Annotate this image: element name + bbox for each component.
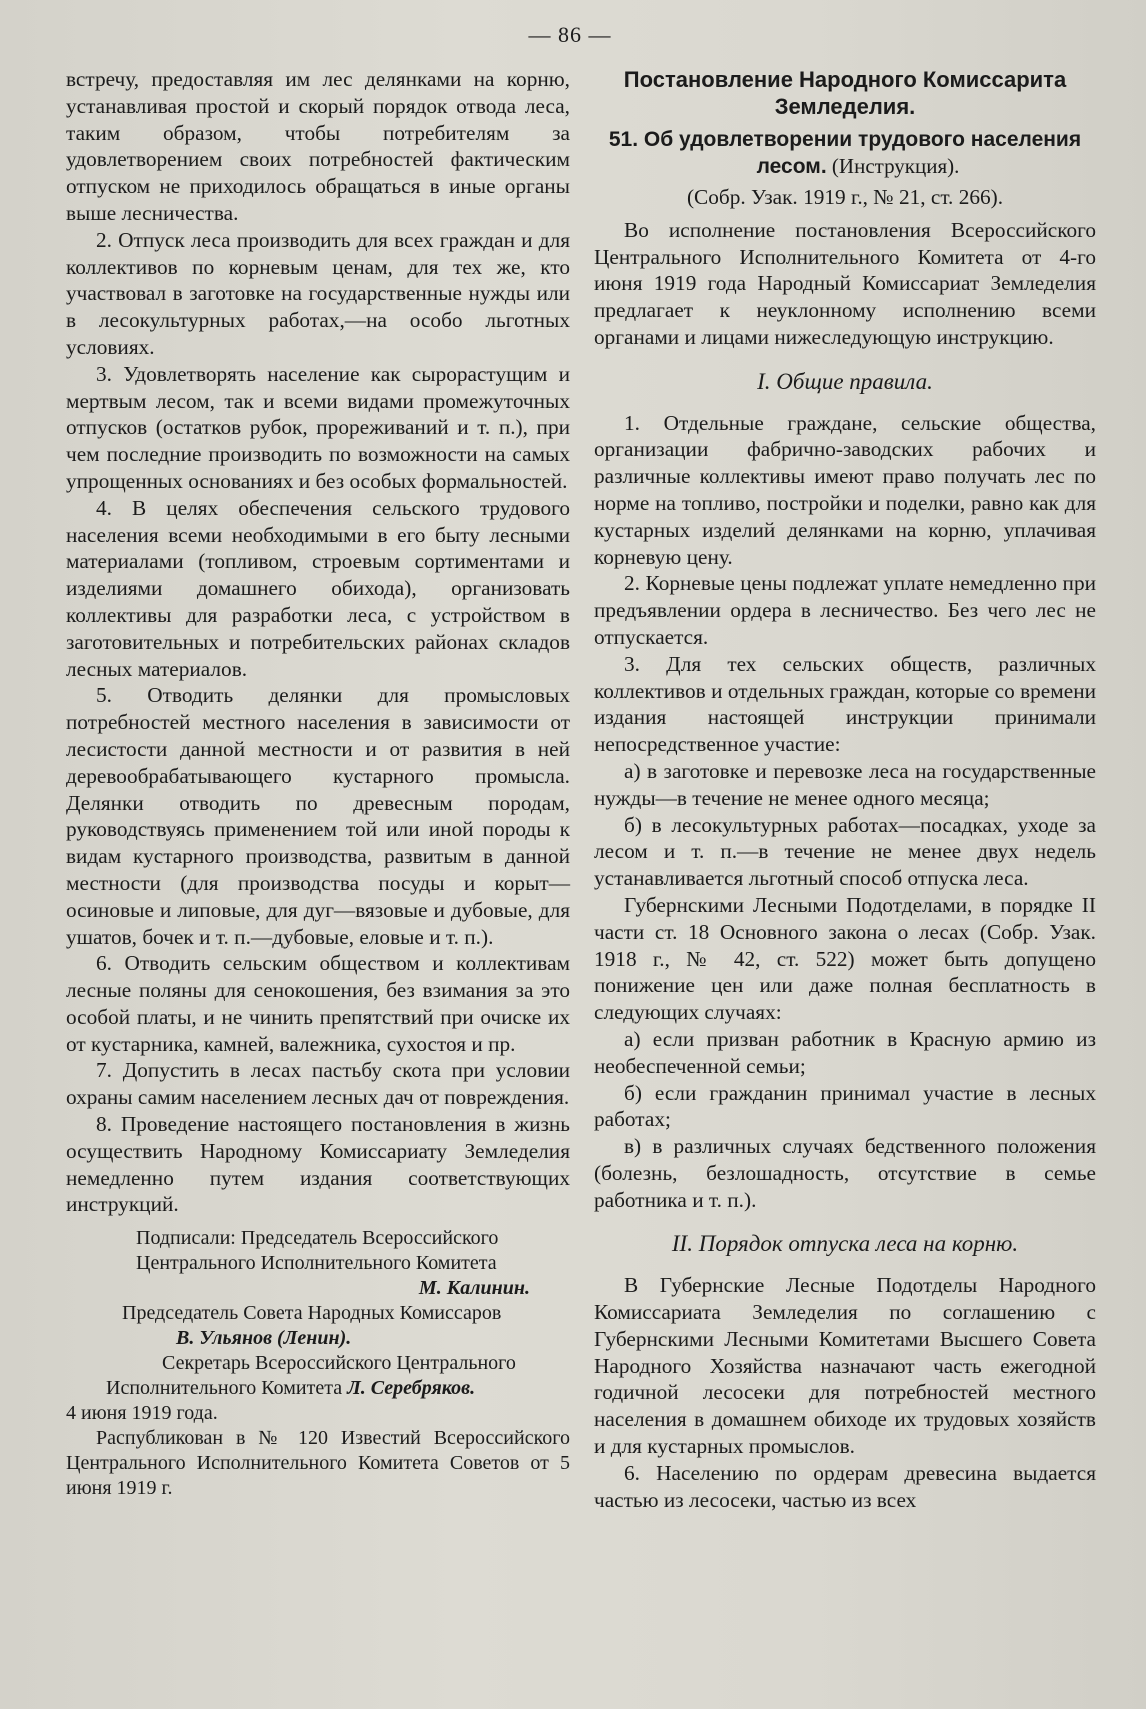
- rule-paragraph-1: 1. Отдельные граждане, сельские общества, организации фабрично-заводских рабочих и различные коллективы имеют право получать лес по норме на топливо, постройки и поделки, равно как для кустарных изделий делянками на корню, уплачивая корневую цену.: [594, 410, 1096, 569]
- article-number-title: 51. Об удовлетворении трудового населения лесом.: [608, 128, 1082, 178]
- left-paragraph-3: 3. Удовлетворять население как сырорастущим и мертвым лесом, так и всеми видами промежуточных отпусков (остатков рубок, прореживаний и т. п.), при чем последние производить по возможности на самых упрощенных основаниях и без особых формальностей.: [66, 361, 570, 493]
- signature-line-1: [66, 1226, 570, 1251]
- rule-paragraph-discount: Губернскими Лесными Подотделами, в порядке II части ст. 18 Основного закона о лесах (Собр. Узак. 1918 г., № 42, ст. 522) может быть допущено понижение цен или даже полная бесплатность в следующих случаях:: [594, 892, 1096, 1025]
- rule-paragraph-3: 3. Для тех сельских обществ, различных коллективов и отдельных граждан, которые со времени издания настоящей инструкции принимали непосредственное участие:: [594, 651, 1096, 757]
- signer-name-3: Л. Серебряков.: [347, 1377, 476, 1400]
- signer-title-2: Председатель Совета Народных Комиссаров: [122, 1302, 502, 1325]
- intro-paragraph: Во исполнение постановления Всероссийского Центрального Исполнительного Комитета от 4-го июня 1919 года Народный Комиссариат Земледелия предлагает к неуклонному исполнению всеми органами и лицами нижеследующую инструкцию.: [594, 217, 1096, 349]
- left-paragraph-6: 6. Отводить сельским обществом и коллективам лесные поляны для сенокошения, без взимания за это особой платы, и не чинить препятствий при очиске их от кустарника, камней, валежника, сухостоя и пр.: [66, 951, 570, 1056]
- left-paragraph-2: 2. Отпуск леса производить для всех граждан и для коллективов по корневым ценам, для тех же, кто участвовал в заготовке на государственные нужды или в лесокультурных работах,—на особо льготных условиях.: [66, 227, 570, 359]
- right-column: [594, 66, 1096, 1513]
- signature-date: 4 июня 1919 года.: [66, 1402, 218, 1425]
- signer-name-1: М. Калинин.: [418, 1277, 530, 1300]
- publication-note: Распубликован в № 120 Известий Всероссийского Центрального Исполнительного Комитета Советов от 5 июня 1919 г.: [66, 1427, 570, 1500]
- signer-title-1b: Центрального Исполнительного Комитета: [136, 1252, 497, 1275]
- left-column: [66, 66, 570, 1501]
- section-2-heading: II. Порядок отпуска леса на корню.: [671, 1231, 1019, 1257]
- article-heading: [594, 126, 1096, 180]
- left-paragraph-8: 8. Проведение настоящего постановления в жизнь осуществить Народному Комиссариату Земледелия немедленно путем издания соответствующих инструкций.: [66, 1112, 570, 1217]
- left-paragraph-7: 7. Допустить в лесах пастьбу скота при условии охраны самим населением лесных дач от повреждения.: [66, 1058, 570, 1110]
- signer-title-3b: Исполнительного Комитета: [106, 1377, 343, 1400]
- rule-subitem-b: б) в лесокультурных работах—посадках, уходе за лесом и т. п.—в течение не менее двух недель устанавливается льготный способ отпуска леса.: [594, 812, 1096, 891]
- source-reference: (Собр. Узак. 1919 г., № 21, ст. 266).: [686, 185, 1004, 209]
- article-subtitle: (Инструкция).: [831, 154, 960, 178]
- signer-name-2: В. Ульянов (Ленин).: [176, 1327, 352, 1350]
- case-item-c: в) в различных случаях бедственного положения (болезнь, безлошадность, отсутствие в семье работника и т. п.).: [594, 1134, 1096, 1212]
- section-2-paragraph-1: В Губернские Лесные Подотделы Народного Комиссариата Земледелия по соглашению с Губернскими Лесными Комитетами Высшего Совета Народного Хозяйства назначают часть ежегодной годичной лесосеки для потребностей местного населения в домашнем обиходе их трудовых хозяйств и для кустарных промыслов.: [594, 1273, 1096, 1459]
- signer-title-1a: Председатель Всероссийского: [240, 1227, 499, 1250]
- signature-line-3b: [66, 1376, 570, 1401]
- case-item-b: б) если гражданин принимал участие в лесных работах;: [594, 1080, 1096, 1132]
- section-2-paragraph-2: 6. Населению по ордерам древесина выдается частью из лесосеки, частью из всех: [594, 1460, 1096, 1512]
- left-paragraph-5: 5. Отводить делянки для промысловых потребностей местного населения в зависимости от лесистости данной местности и от развития в ней деревообрабатывающего кустарного промысла. Делянки отводить по древесным породам, руководствуясь применением той или иной породы к видам кустарного производства, развитым в данной местности (для производства посуды и корыт—осиновые и липовые, для дуг—вязовые и дубовые, для ушатов, бочек и т. п.—дубовые, еловые и т. п.).: [66, 683, 570, 949]
- rule-subitem-a: а) в заготовке и перевозке леса на государственные нужды—в течение не менее одного месяца;: [594, 758, 1096, 810]
- rule-paragraph-2: 2. Корневые цены подлежат уплате немедленно при предъявлении ордера в лесничество. Без чего лес не отпускается.: [594, 571, 1096, 649]
- signature-block: [66, 1226, 570, 1426]
- case-item-a: а) если призван работник в Красную армию из необеспеченной семьи;: [594, 1026, 1096, 1078]
- left-paragraph-4: 4. В целях обеспечения сельского трудового населения всеми необходимыми в его быту лесными материалами (топливом, строевым сортиментами и изделиями домашнего обихода), организовать коллективы для разработки леса, с устройством в заготовительных и потребительских районах складов лесных материалов.: [66, 495, 570, 681]
- signer-title-3a: Секретарь Всероссийского Центрального: [162, 1352, 516, 1375]
- page-number: — 86 —: [528, 22, 612, 47]
- signed-label: Подписали:: [136, 1227, 236, 1250]
- left-paragraph-continued: встречу, предоставляя им лес делянками на корню, устанавливая простой и скорый порядок отвода леса, таким образом, чтобы потребителям за удовлетворением своих потребностей фактическим отпуском не приходилось обращаться в иные органы выше лесничества.: [66, 67, 570, 225]
- document-title: Постановление Народного Комиссарита Земледелия.: [623, 67, 1067, 119]
- section-1-heading: I. Общие правила.: [757, 368, 933, 394]
